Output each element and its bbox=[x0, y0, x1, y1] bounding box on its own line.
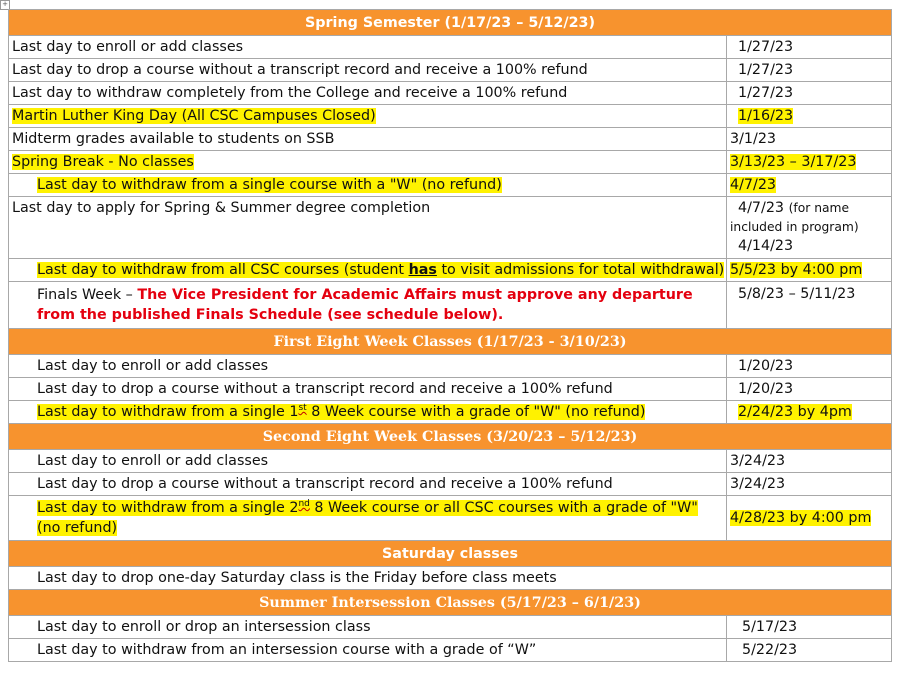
label-text: Last day to withdraw from a single 1 bbox=[37, 404, 299, 420]
label-text: Finals Week – bbox=[37, 287, 138, 303]
date-text: 5/22/23 bbox=[742, 642, 798, 658]
table-row bbox=[9, 197, 892, 259]
label-emphasis: has bbox=[408, 262, 437, 278]
saturday-header: Saturday classes bbox=[9, 541, 892, 567]
row-date bbox=[727, 128, 892, 151]
section-header-second-eight bbox=[9, 424, 892, 450]
table-row bbox=[9, 151, 892, 174]
row-date bbox=[727, 151, 892, 174]
table-row bbox=[9, 128, 892, 151]
row-date bbox=[727, 282, 892, 329]
table-row bbox=[9, 567, 892, 590]
date-text: 3/1/23 bbox=[730, 131, 777, 147]
second-eight-header: Second Eight Week Classes (3/20/23 – 5/12/23) bbox=[9, 424, 892, 450]
date-text: 1/27/23 bbox=[738, 85, 794, 101]
table-row bbox=[9, 282, 892, 329]
row-label: Last day to drop a course without a transcript record and receive a 100% refund bbox=[9, 59, 727, 82]
label-text: 8 Week course with a grade of "W" (no refund) bbox=[306, 404, 646, 420]
table-row bbox=[9, 36, 892, 59]
date-text: 1/20/23 bbox=[738, 358, 794, 374]
date-text: 4/7/23 bbox=[738, 200, 785, 216]
date-text: 5/5/23 by 4:00 pm bbox=[730, 262, 863, 278]
row-date bbox=[727, 197, 892, 259]
row-label bbox=[9, 401, 727, 424]
table-row bbox=[9, 82, 892, 105]
label-text: Last day to withdraw from a single 2 bbox=[37, 500, 299, 516]
spring-header: Spring Semester (1/17/23 – 5/12/23) bbox=[9, 10, 892, 36]
row-date bbox=[727, 82, 892, 105]
row-date bbox=[727, 105, 892, 128]
academic-calendar bbox=[8, 9, 891, 662]
first-eight-header: First Eight Week Classes (1/17/23 - 3/10/23) bbox=[9, 329, 892, 355]
row-label: Last day to drop a course without a transcript record and receive a 100% refund bbox=[9, 378, 727, 401]
row-label: Last day to enroll or add classes bbox=[9, 355, 727, 378]
label-text: Last day to withdraw from a single course with a "W" (no refund) bbox=[37, 177, 502, 193]
section-header-saturday bbox=[9, 541, 892, 567]
table-row bbox=[9, 616, 892, 639]
row-label bbox=[9, 259, 727, 282]
row-date bbox=[727, 401, 892, 424]
ordinal-suffix: st bbox=[298, 403, 307, 414]
row-label: Last day to enroll or add classes bbox=[9, 450, 727, 473]
date-text: 3/24/23 bbox=[730, 476, 786, 492]
label-text: Spring Break - No classes bbox=[12, 154, 194, 170]
table-row bbox=[9, 259, 892, 282]
date-note: (for name included in program) bbox=[730, 201, 859, 234]
date-text: 1/16/23 bbox=[738, 108, 794, 124]
table-row bbox=[9, 401, 892, 424]
row-date bbox=[727, 259, 892, 282]
finals-policy-note: The Vice President for Academic Affairs must approve any departure from the published Finals Schedule (see schedule below). bbox=[37, 287, 693, 323]
row-date bbox=[727, 355, 892, 378]
row-label bbox=[9, 282, 727, 329]
row-label bbox=[9, 174, 727, 197]
table-row bbox=[9, 496, 892, 541]
table-row bbox=[9, 639, 892, 662]
date-text: 1/20/23 bbox=[738, 381, 794, 397]
label-text: (no refund) bbox=[37, 520, 118, 536]
row-label: Last day to drop a course without a transcript record and receive a 100% refund bbox=[9, 473, 727, 496]
row-date bbox=[727, 450, 892, 473]
date-text: 3/24/23 bbox=[730, 453, 786, 469]
row-label: Last day to withdraw from an intersession course with a grade of “W” bbox=[9, 639, 727, 662]
row-label: Last day to apply for Spring & Summer degree completion bbox=[9, 197, 727, 259]
row-date bbox=[727, 473, 892, 496]
section-header-summer bbox=[9, 590, 892, 616]
date-text: 4/7/23 bbox=[730, 177, 777, 193]
row-date bbox=[727, 378, 892, 401]
date-text: 3/13/23 – 3/17/23 bbox=[730, 154, 857, 170]
row-date bbox=[727, 174, 892, 197]
row-label: Midterm grades available to students on SSB bbox=[9, 128, 727, 151]
row-label bbox=[9, 105, 727, 128]
table-row bbox=[9, 105, 892, 128]
table-row bbox=[9, 473, 892, 496]
label-text: to visit admissions for total withdrawal) bbox=[436, 262, 725, 278]
date-text: 2/24/23 by 4pm bbox=[738, 404, 852, 420]
date-text: 4/14/23 bbox=[738, 238, 794, 254]
ordinal-suffix: nd bbox=[298, 499, 310, 510]
row-label: Last day to withdraw completely from the College and receive a 100% refund bbox=[9, 82, 727, 105]
date-text: 1/27/23 bbox=[738, 39, 794, 55]
row-label bbox=[9, 496, 727, 541]
row-date bbox=[727, 616, 892, 639]
label-text: 8 Week course or all CSC courses with a grade of "W" bbox=[309, 500, 698, 516]
row-date bbox=[727, 496, 892, 541]
row-label: Last day to drop one-day Saturday class is the Friday before class meets bbox=[9, 567, 892, 590]
section-header-spring bbox=[9, 10, 892, 36]
section-header-first-eight bbox=[9, 329, 892, 355]
label-text: Last day to withdraw from all CSC courses (student bbox=[37, 262, 409, 278]
row-date bbox=[727, 639, 892, 662]
table-row bbox=[9, 59, 892, 82]
summer-header: Summer Intersession Classes (5/17/23 – 6/1/23) bbox=[9, 590, 892, 616]
table-row bbox=[9, 355, 892, 378]
row-label: Last day to enroll or drop an intersession class bbox=[9, 616, 727, 639]
date-text: 1/27/23 bbox=[738, 62, 794, 78]
calendar-table bbox=[8, 9, 892, 662]
date-text: 5/8/23 – 5/11/23 bbox=[738, 286, 856, 302]
table-move-handle[interactable]: + bbox=[0, 0, 10, 10]
row-date bbox=[727, 59, 892, 82]
row-label bbox=[9, 151, 727, 174]
table-row bbox=[9, 378, 892, 401]
date-text: 5/17/23 bbox=[742, 619, 798, 635]
row-label: Last day to enroll or add classes bbox=[9, 36, 727, 59]
label-text: Martin Luther King Day (All CSC Campuses Closed) bbox=[12, 108, 376, 124]
row-date bbox=[727, 36, 892, 59]
table-row bbox=[9, 174, 892, 197]
date-text: 4/28/23 by 4:00 pm bbox=[730, 510, 872, 526]
table-row bbox=[9, 450, 892, 473]
